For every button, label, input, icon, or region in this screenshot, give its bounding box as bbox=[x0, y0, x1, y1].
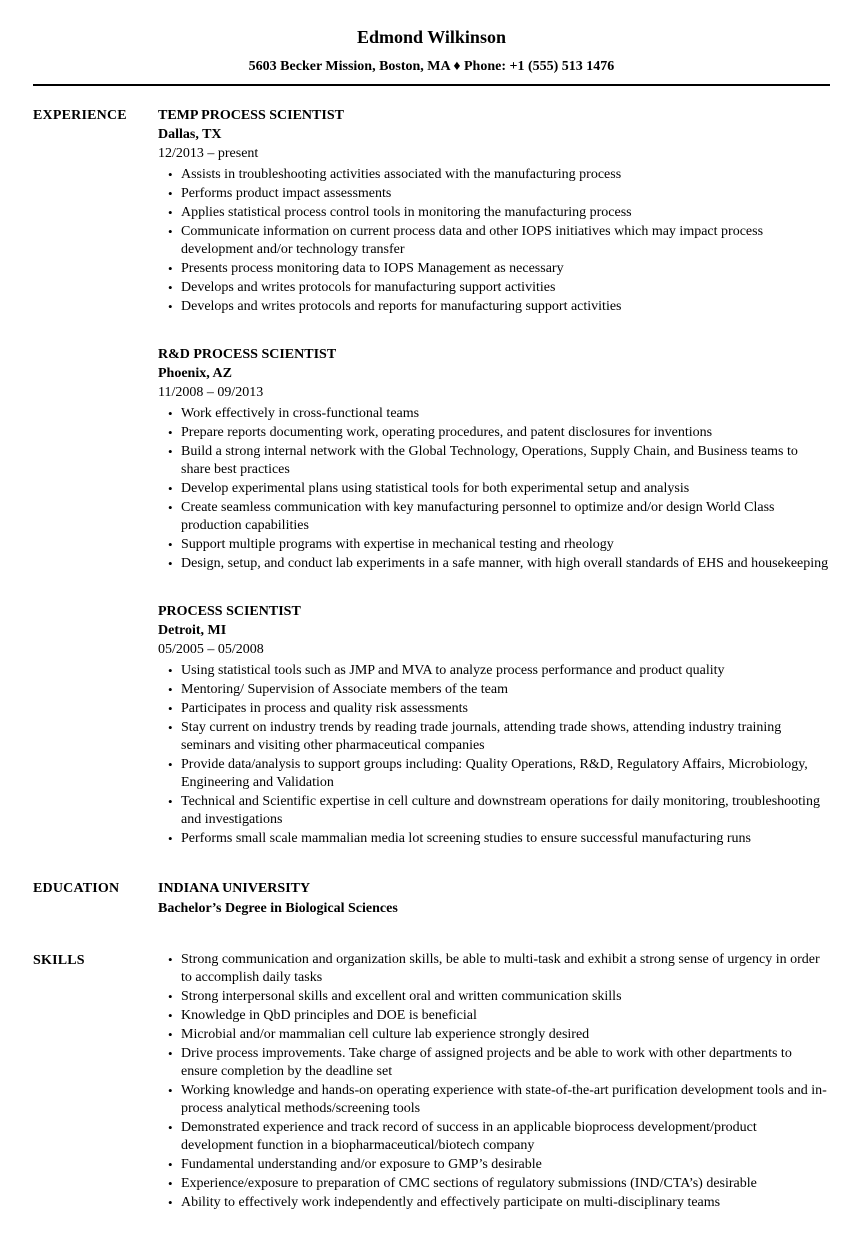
job-title: R&D PROCESS SCIENTIST bbox=[158, 347, 337, 362]
section-label-experience: EXPERIENCE bbox=[33, 108, 127, 123]
bullet-item: • Microbial and/or mammalian cell culture lab experience strongly desired bbox=[168, 1026, 830, 1044]
job-location: Detroit, MI bbox=[158, 623, 227, 638]
education-content bbox=[158, 879, 830, 919]
job-entry-3 bbox=[158, 602, 830, 848]
job-location: Dallas, TX bbox=[158, 127, 222, 142]
bullet-item: • Provide data/analysis to support groups including: Quality Operations, R&D, Regulatory Affairs, Microbiology, Engineering and Validation bbox=[168, 756, 830, 792]
bullet-item: • Communicate information on current process data and other IOPS initiatives which may impact process development and/or technology transfer bbox=[168, 223, 830, 259]
job-bullet-list bbox=[158, 166, 830, 316]
bullet-item: • Stay current on industry trends by reading trade journals, attending trade shows, attending industry training seminars and visiting other pharmaceutical companies bbox=[168, 719, 830, 755]
bullet-item: • Develop experimental plans using statistical tools for both experimental setup and analysis bbox=[168, 480, 830, 498]
education-section bbox=[33, 879, 830, 919]
job-dates: 11/2008 – 09/2013 bbox=[158, 385, 264, 400]
skills-content bbox=[158, 951, 830, 1213]
job-dates: 12/2013 – present bbox=[158, 146, 259, 161]
bullet-item: • Performs small scale mammalian media lot screening studies to ensure successful manufacturing runs bbox=[168, 830, 830, 848]
job-entry-2 bbox=[158, 345, 830, 573]
bullet-item: • Assists in troubleshooting activities associated with the manufacturing process bbox=[168, 166, 830, 184]
school-name: INDIANA UNIVERSITY bbox=[158, 881, 311, 896]
bullet-item: • Working knowledge and hands-on operating experience with state-of-the-art purification development tools and in-process analytical methods/screening tools bbox=[168, 1082, 830, 1118]
job-location: Phoenix, AZ bbox=[158, 366, 232, 381]
bullet-item: • Fundamental understanding and/or exposure to GMP’s desirable bbox=[168, 1156, 830, 1174]
bullet-item: • Demonstrated experience and track record of success in an applicable bioprocess development/product development function in a biopharmaceutical/biotech company bbox=[168, 1119, 830, 1155]
job-title: PROCESS SCIENTIST bbox=[158, 604, 301, 619]
job-title: TEMP PROCESS SCIENTIST bbox=[158, 108, 344, 123]
experience-section bbox=[33, 106, 830, 849]
skills-bullet-list bbox=[158, 951, 830, 1212]
job-bullet-list bbox=[158, 662, 830, 848]
bullet-item: • Work effectively in cross-functional teams bbox=[168, 405, 830, 423]
bullet-item: • Build a strong internal network with the Global Technology, Operations, Supply Chain, and Business teams to share best practices bbox=[168, 443, 830, 479]
bullet-item: • Develops and writes protocols for manufacturing support activities bbox=[168, 279, 830, 297]
bullet-item: • Drive process improvements. Take charge of assigned projects and be able to work with other departments to ensure completion by the deadline set bbox=[168, 1045, 830, 1081]
skills-section bbox=[33, 951, 830, 1213]
contact-line: 5603 Becker Mission, Boston, MA ♦ Phone: +1 (555) 513 1476 bbox=[248, 59, 615, 74]
bullet-item: • Using statistical tools such as JMP and MVA to analyze process performance and product quality bbox=[168, 662, 830, 680]
job-entry-1 bbox=[158, 106, 830, 316]
bullet-item: • Design, setup, and conduct lab experiments in a safe manner, with high overall standards of EHS and housekeeping bbox=[168, 555, 830, 573]
bullet-item: • Create seamless communication with key manufacturing personnel to optimize and/or design World Class production capabilities bbox=[168, 499, 830, 535]
bullet-item: • Support multiple programs with expertise in mechanical testing and rheology bbox=[168, 536, 830, 554]
bullet-item: • Presents process monitoring data to IOPS Management as necessary bbox=[168, 260, 830, 278]
header-divider bbox=[33, 84, 830, 86]
bullet-item: • Strong interpersonal skills and excellent oral and written communication skills bbox=[168, 988, 830, 1006]
job-bullet-list bbox=[158, 405, 830, 573]
bullet-item: • Experience/exposure to preparation of CMC sections of regulatory submissions (IND/CTA’s) desirable bbox=[168, 1175, 830, 1193]
bullet-item: • Ability to effectively work independently and effectively participate on multi-disciplinary teams bbox=[168, 1194, 830, 1212]
bullet-item: • Performs product impact assessments bbox=[168, 185, 830, 203]
job-dates: 05/2005 – 05/2008 bbox=[158, 642, 264, 657]
bullet-item: • Participates in process and quality risk assessments bbox=[168, 700, 830, 718]
bullet-item: • Develops and writes protocols and reports for manufacturing support activities bbox=[168, 298, 830, 316]
section-label-skills: SKILLS bbox=[33, 953, 85, 968]
bullet-item: • Prepare reports documenting work, operating procedures, and patent disclosures for inventions bbox=[168, 424, 830, 442]
experience-content bbox=[158, 106, 830, 849]
bullet-item: • Strong communication and organization skills, be able to multi-task and exhibit a strong sense of urgency in order to accomplish daily tasks bbox=[168, 951, 830, 987]
bullet-item: • Applies statistical process control tools in monitoring the manufacturing process bbox=[168, 204, 830, 222]
bullet-item: • Mentoring/ Supervision of Associate members of the team bbox=[168, 681, 830, 699]
degree-name: Bachelor’s Degree in Biological Sciences bbox=[158, 901, 398, 916]
bullet-item: • Technical and Scientific expertise in cell culture and downstream operations for daily monitoring, troubleshooting and investigations bbox=[168, 793, 830, 829]
section-label-education: EDUCATION bbox=[33, 881, 120, 896]
candidate-name: Edmond Wilkinson bbox=[357, 27, 506, 47]
bullet-item: • Knowledge in QbD principles and DOE is beneficial bbox=[168, 1007, 830, 1025]
